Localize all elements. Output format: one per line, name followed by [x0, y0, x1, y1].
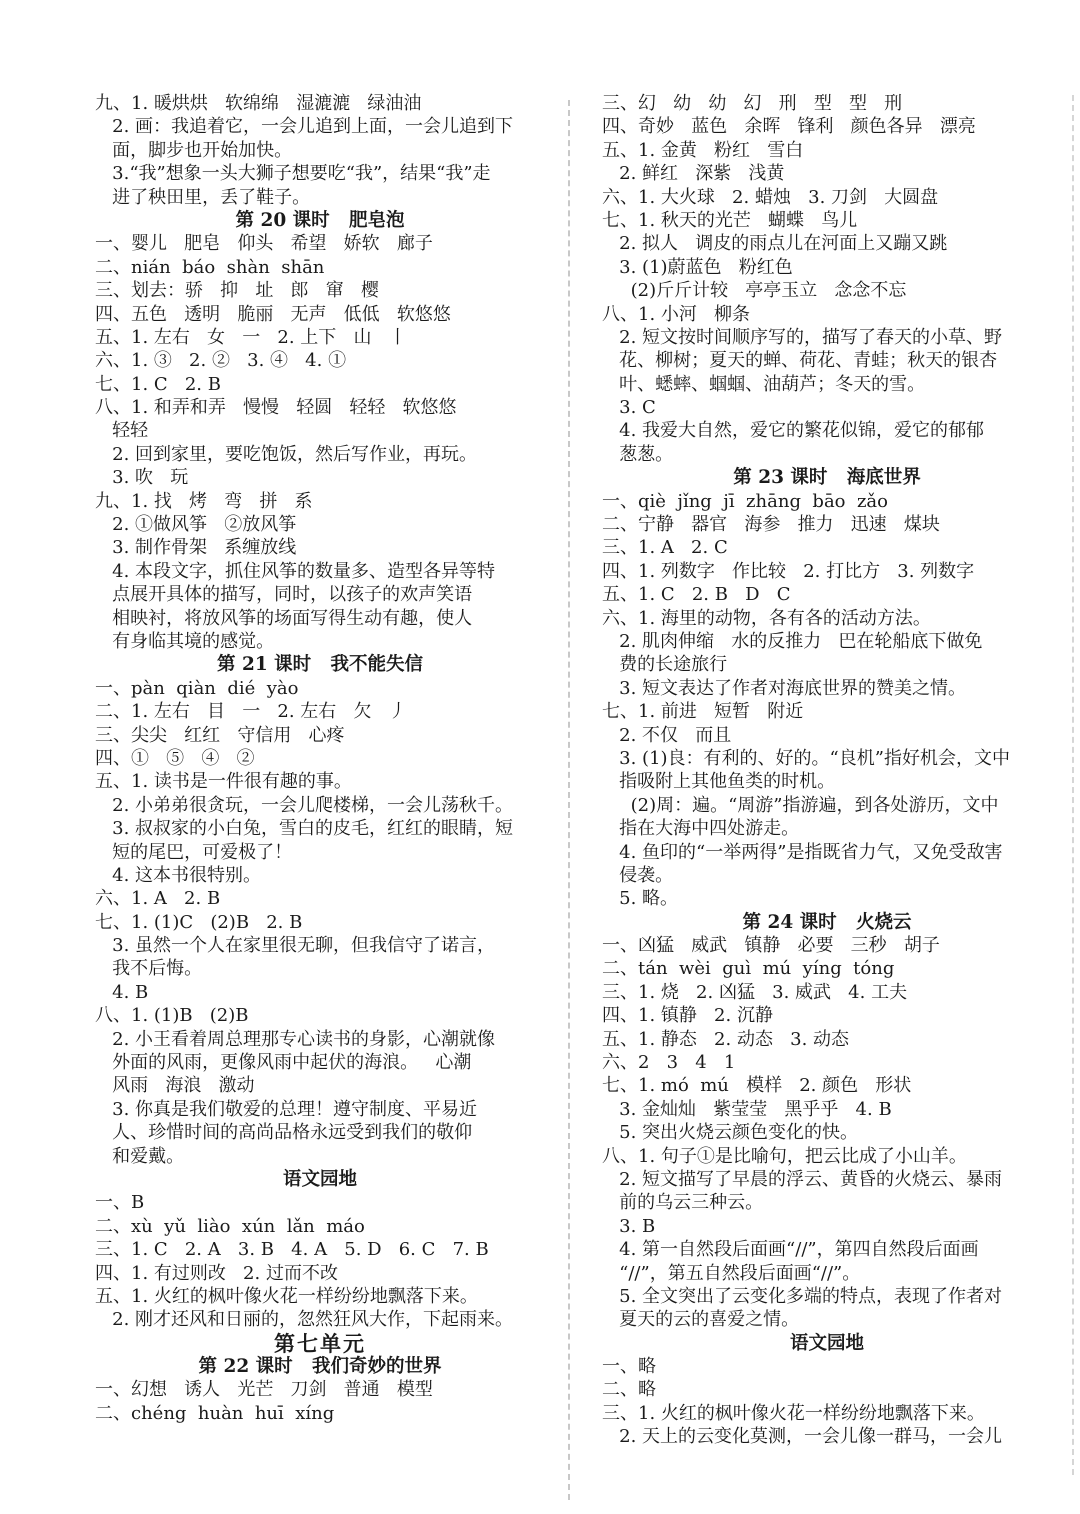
answer-line: 3. B: [602, 1215, 656, 1237]
lesson-heading: 第 21 课时 我不能失信: [217, 654, 423, 676]
answer-line: 风雨 海浪 激动: [95, 1075, 255, 1097]
answer-line: 3. 你真是我们敬爱的总理！遵守制度、平易近: [95, 1098, 478, 1120]
answer-line: 七、1. mó mú 模样 2. 颜色 形状: [602, 1075, 912, 1097]
answer-line: 五、1. 读书是一件很有趣的事。: [95, 771, 352, 793]
answer-line: 四、奇妙 蓝色 余晖 锋利 颜色各异 漂亮: [602, 116, 976, 138]
answer-line: 八、1. 句子①是比喻句，把云比成了小山羊。: [602, 1145, 967, 1167]
answer-line: 2. 短文按时间顺序写的，描写了春天的小草、野: [602, 326, 1003, 348]
answer-line: 3. C: [602, 397, 656, 419]
answer-line: 三、1. 火红的枫叶像火花一样纷纷地飘落下来。: [602, 1402, 985, 1424]
answer-line: 八、1. 和弄和弄 慢慢 轻圆 轻轻 软悠悠: [95, 397, 457, 419]
answer-line: 二、略: [602, 1379, 656, 1401]
answer-line: “//”，第五自然段后面画“//”。: [602, 1262, 861, 1284]
answer-line: 二、宁静 器官 海参 推力 迅速 煤块: [602, 514, 940, 536]
answer-line: 五、1. 火红的枫叶像火花一样纷纷地飘落下来。: [95, 1285, 478, 1307]
answer-line: 一、pàn qiàn dié yào: [95, 677, 299, 699]
answer-line: 我不后悔。: [95, 958, 203, 980]
answer-line: 4. 第一自然段后面画“//”，第四自然段后面画: [602, 1239, 979, 1261]
answer-line: 5. 全文突出了云变化多端的特点，表现了作者对: [602, 1285, 1003, 1307]
answer-line: 花、柳树；夏天的蝉、荷花、青蛙；秋天的银杏: [602, 350, 998, 372]
answer-line: 5. 突出火烧云颜色变化的快。: [602, 1122, 859, 1144]
lesson-heading: 语文园地: [282, 1168, 357, 1190]
answer-line: 二、nián báo shàn shān: [95, 256, 325, 278]
answer-line: 四、① ⑤ ④ ②: [95, 747, 255, 769]
lesson-heading: 第 23 课时 海底世界: [733, 467, 921, 489]
answer-line: 一、B: [95, 1192, 145, 1214]
answer-line: 八、1. 小河 柳条: [602, 303, 751, 325]
answer-line: 4. 本段文字，抓住风筝的数量多、造型各异等特: [95, 560, 496, 582]
answer-line: 四、五色 透明 脆丽 无声 低低 软悠悠: [95, 303, 451, 325]
answer-line: 三、尖尖 红红 守信用 心疼: [95, 724, 345, 746]
answer-line: 六、1. ③ 2. ② 3. ④ 4. ①: [95, 350, 347, 372]
answer-line: 前的乌云三种云。: [602, 1192, 764, 1214]
answer-line: 四、1. 列数字 作比较 2. 打比方 3. 列数字: [602, 560, 975, 582]
answer-line: 夏天的云的喜爱之情。: [602, 1309, 800, 1331]
answer-line: 一、婴儿 肥皂 仰头 希望 娇软 廊子: [95, 233, 433, 255]
answer-line: 八、1. (1)B (2)B: [95, 1005, 249, 1027]
answer-line: 2. 刚才还风和日丽的，忽然狂风大作，下起雨来。: [95, 1309, 514, 1331]
answer-line: 3. 金灿灿 紫莹莹 黑乎乎 4. B: [602, 1098, 892, 1120]
answer-line: 一、幻想 诱人 光芒 刀剑 普通 模型: [95, 1379, 433, 1401]
answer-line: 2. 短文描写了早晨的浮云、黄昏的火烧云、暴雨: [602, 1168, 1003, 1190]
answer-line: 轻轻: [95, 420, 149, 442]
answer-line: 2. 小王看着周总理那专心读书的身影，心潮就像: [95, 1028, 496, 1050]
answer-line: 六、1. A 2. B: [95, 888, 221, 910]
answer-line: 3. (1)蔚蓝色 粉红色: [602, 256, 793, 278]
answer-line: 三、划去：骄 抑 址 郎 窜 樱: [95, 280, 379, 302]
answer-line: 七、1. (1)C (2)B 2. B: [95, 911, 303, 933]
answer-line: 和爱戴。: [95, 1145, 185, 1167]
answer-line: 4. 这本书很特别。: [95, 864, 262, 886]
answer-line: (2)斤斤计较 亭亭玉立 念念不忘: [602, 280, 907, 302]
answer-line: 侵袭。: [602, 864, 674, 886]
answer-line: 人、珍惜时间的高尚品格永远受到我们的敬仰: [95, 1122, 473, 1144]
answer-line: 2. 拟人 调皮的雨点儿在河面上又蹦又跳: [602, 233, 948, 255]
answer-line: 指在大海中四处游走。: [602, 818, 800, 840]
answer-line: 进了秧田里，丢了鞋子。: [95, 186, 311, 208]
answer-line: 2. 不仅 而且: [602, 724, 732, 746]
answer-line: 叶、蟋蟀、蝈蝈、油葫芦；冬天的雪。: [602, 373, 926, 395]
answer-line: 4. B: [95, 981, 149, 1003]
answer-line: 相映衬，将放风筝的场面写得生动有趣，使人: [95, 607, 473, 629]
answer-line: 二、1. 左右 目 一 2. 左右 欠 丿: [95, 701, 407, 723]
answer-line: 四、1. 有过则改 2. 过而不改: [95, 1262, 338, 1284]
answer-line: 五、1. 左右 女 一 2. 上下 山 丨: [95, 326, 407, 348]
answer-line: 2. 鲜红 深紫 浅黄: [602, 163, 785, 185]
answer-line: 七、1. 前进 短暂 附近: [602, 701, 804, 723]
answer-line: 三、1. C 2. A 3. B 4. A 5. D 6. C 7. B: [95, 1239, 489, 1261]
answer-line: 点展开具体的描写，同时，以孩子的欢声笑语: [95, 584, 473, 606]
answer-line: 二、tán wèi guì mú yíng tóng: [602, 958, 895, 980]
answer-line: 三、1. A 2. C: [602, 537, 728, 559]
answer-line: 六、1. 海里的动物，各有各的活动方法。: [602, 607, 931, 629]
answer-line: 五、1. 金黄 粉红 雪白: [602, 139, 804, 161]
answer-line: 一、略: [602, 1356, 656, 1378]
answer-line: 五、1. 静态 2. 动态 3. 动态: [602, 1028, 850, 1050]
answer-line: 七、1. C 2. B: [95, 373, 221, 395]
answer-line: 2. ①做风筝 ②放风筝: [95, 514, 297, 536]
answer-line: 九、1. 找 烤 弯 拼 系: [95, 490, 313, 512]
answer-line: 5. 略。: [602, 888, 679, 910]
answer-line: 九、1. 暖烘烘 软绵绵 湿漉漉 绿油油: [95, 93, 422, 114]
answer-line: 2. 回到家里，要吃饱饭，然后写作业，再玩。: [95, 443, 478, 465]
answer-line: 一、凶猛 威武 镇静 必要 三秒 胡子: [602, 935, 940, 957]
answer-line: 费的长途旅行: [602, 654, 728, 676]
answer-line: 葱葱。: [602, 443, 674, 465]
answer-line: 七、1. 秋天的光芒 蝴蝶 鸟儿: [602, 209, 858, 231]
unit-heading: 第七单元: [274, 1330, 366, 1356]
answer-line: 2. 小弟弟很贪玩，一会儿爬楼梯，一会儿荡秋千。: [95, 794, 514, 816]
answer-line: 指吸附上其他鱼类的时机。: [602, 771, 836, 793]
page-edge-mark: [1072, 95, 1074, 1475]
lesson-heading: 第 22 课时 我们奇妙的世界: [198, 1356, 442, 1378]
answer-line: 三、1. 烧 2. 凶猛 3. 威武 4. 工夫: [602, 981, 908, 1003]
answer-line: 4. 我爱大自然，爱它的繁花似锦，爱它的郁郁: [602, 420, 985, 442]
answer-line: 四、1. 镇静 2. 沉静: [602, 1005, 773, 1027]
answer-line: 有身临其境的感觉。: [95, 630, 275, 652]
answer-line: 短的尾巴，可爱极了！: [95, 841, 293, 863]
lesson-heading: 第 20 课时 肥皂泡: [235, 209, 405, 231]
answer-line: 3. (1)良：有利的、好的。“良机”指好机会，文中: [602, 747, 1010, 769]
answer-line: (2)周：遍。“周游”指游遍，到各处游历，文中: [602, 794, 999, 816]
answer-line: 六、1. 大火球 2. 蜡烛 3. 刀剑 大圆盘: [602, 186, 939, 208]
answer-line: 3. 虽然一个人在家里很无聊，但我信守了诺言，: [95, 935, 496, 957]
answer-line: 3. 叔叔家的小白兔，雪白的皮毛，红红的眼睛，短: [95, 818, 514, 840]
answer-line: 3.“我”想象一头大狮子想要吃“我”，结果“我”走: [95, 163, 491, 185]
answer-line: 一、qiè jǐng jī zhāng bāo zǎo: [602, 490, 889, 512]
answer-line: 二、xù yǔ liào xún lǎn máo: [95, 1215, 365, 1237]
answer-line: 六、2 3 4 1: [602, 1052, 736, 1074]
lesson-heading: 第 24 课时 火烧云: [742, 911, 912, 933]
lesson-heading: 语文园地: [789, 1332, 864, 1354]
answer-line: 3. 短文表达了作者对海底世界的赞美之情。: [602, 677, 967, 699]
answer-line: 面，脚步也开始加快。: [95, 139, 293, 161]
answer-line: 五、1. C 2. B D C: [602, 584, 791, 606]
right-column: [602, 92, 1052, 1449]
answer-line: 3. 制作骨架 系缠放线: [95, 537, 297, 559]
answer-line: 外面的风雨，更像风雨中起伏的海浪。 心潮: [95, 1052, 472, 1074]
column-divider: [568, 100, 570, 1500]
answer-line: 4. 鱼印的“一举两得”是指既省力气，又免受敌害: [602, 841, 1003, 863]
left-column: [95, 92, 545, 1425]
answer-line: 2. 天上的云变化莫测，一会儿像一群马，一会儿: [602, 1426, 1003, 1448]
answer-line: 2. 肌肉伸缩 水的反推力 巴在轮船底下做免: [602, 630, 983, 652]
answer-line: 三、幻 幼 幼 幻 刑 型 型 刑: [602, 93, 903, 114]
answer-line: 二、chéng huàn huī xíng: [95, 1402, 335, 1424]
answer-line: 2. 画：我追着它，一会儿追到上面，一会儿追到下: [95, 116, 514, 138]
answer-line: 3. 吹 玩: [95, 467, 189, 489]
